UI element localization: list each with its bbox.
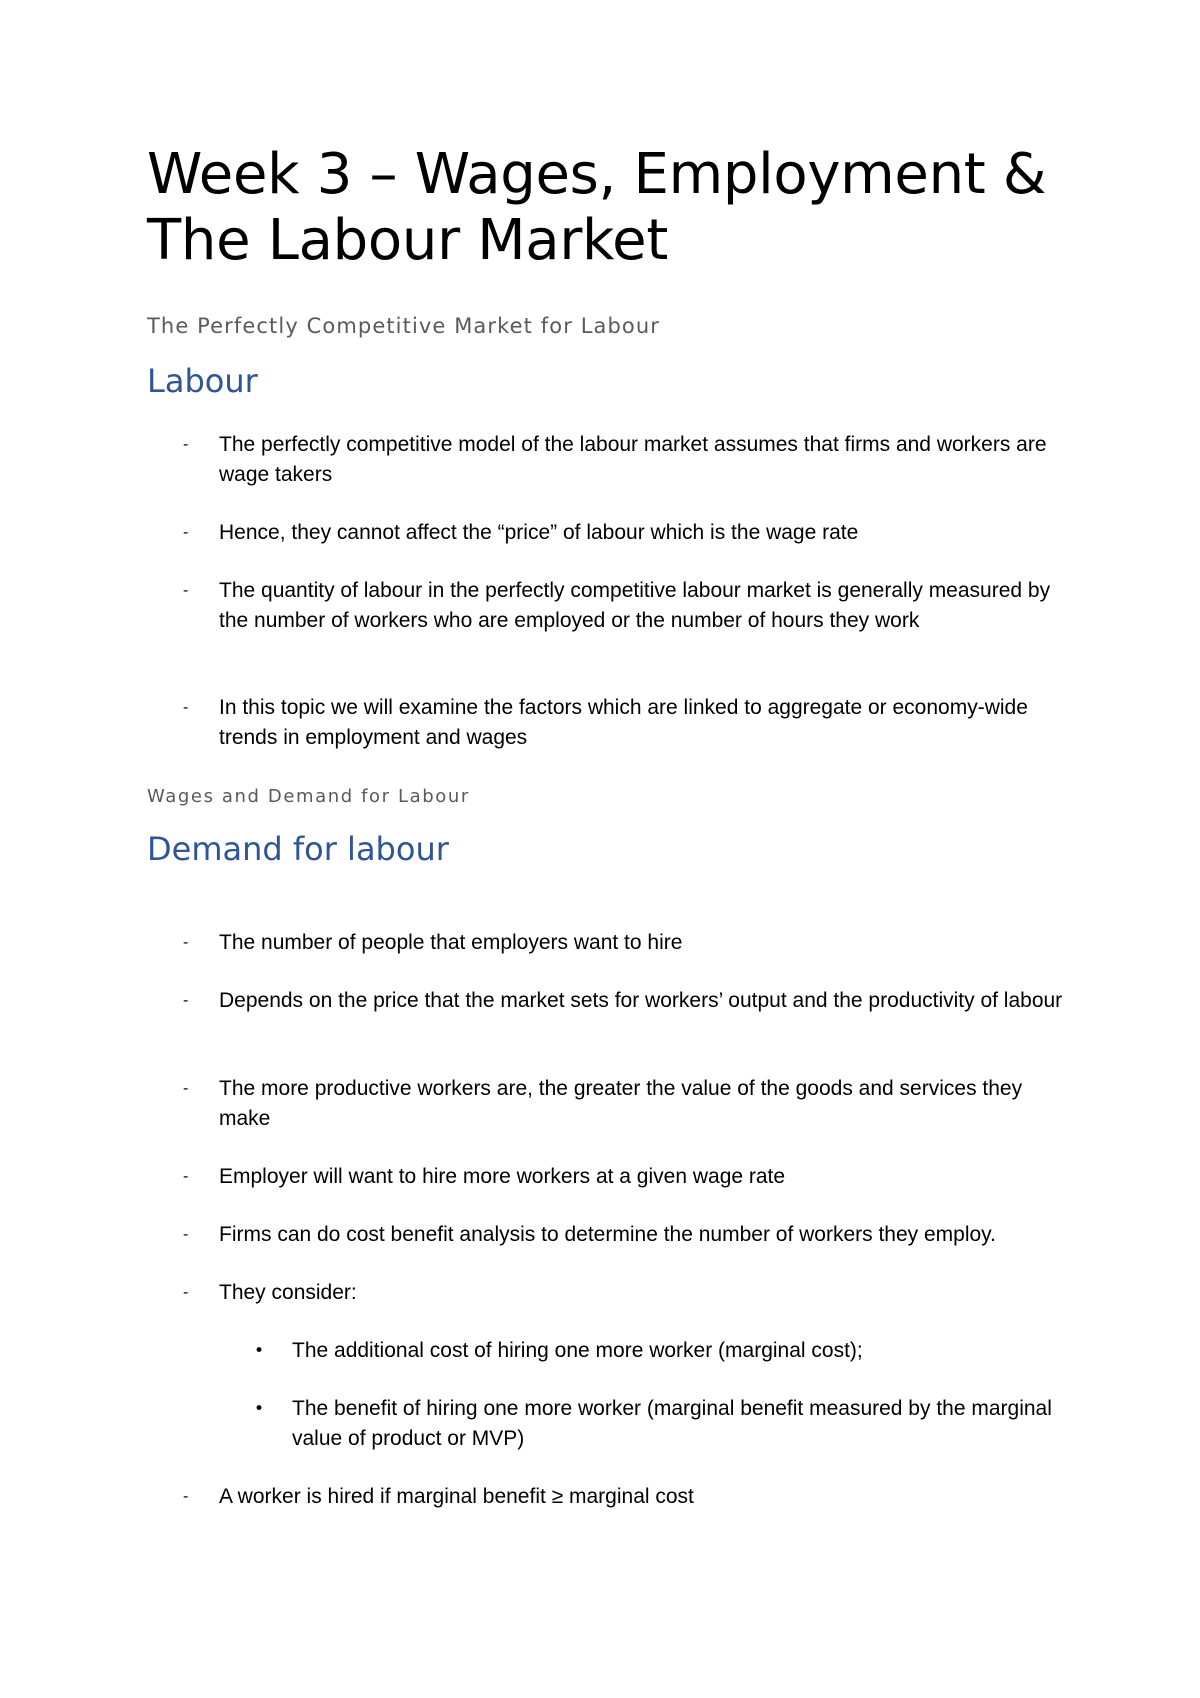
dash-marker: -	[183, 436, 189, 453]
dash-marker: -	[183, 1226, 189, 1243]
list-item-text: Firms can do cost benefit analysis to determine the number of workers they employ.	[219, 1223, 996, 1246]
list-item-text: Employer will want to hire more workers at a given wage rate	[219, 1165, 786, 1188]
list-item-text: The number of people that employers want to hire	[219, 931, 683, 954]
sub-list-item-text: The benefit of hiring one more worker (marginal benefit measured by the marginal value of product or MVP)	[292, 1397, 1052, 1450]
sub-list-item-text: The additional cost of hiring one more worker (marginal cost);	[292, 1339, 863, 1362]
list-item-text: A worker is hired if marginal benefit ≥ marginal cost	[219, 1485, 694, 1508]
subtitle-perfectly-competitive: The Perfectly Competitive Market for Labour	[147, 314, 661, 338]
list-item-text: They consider:	[219, 1281, 357, 1304]
list-item-text: Hence, they cannot affect the “price” of labour which is the wage rate	[219, 521, 859, 544]
list-item-text: The more productive workers are, the greater the value of the goods and services they make	[219, 1077, 1023, 1130]
dash-marker: -	[183, 524, 189, 541]
dash-marker: -	[183, 1168, 189, 1185]
dash-marker: -	[183, 1284, 189, 1301]
list-item-text: In this topic we will examine the factors which are linked to aggregate or economy-wide trends in employment and wages	[219, 696, 1028, 749]
list-item-text: Depends on the price that the market sets for workers’ output and the productivity of labour	[219, 989, 1063, 1012]
dash-marker: -	[183, 582, 189, 599]
document-title: Week 3 – Wages, Employment & The Labour Market	[147, 142, 1047, 273]
bullet-marker: •	[254, 1399, 265, 1419]
dash-marker: -	[183, 992, 189, 1009]
dash-marker: -	[183, 934, 189, 951]
heading-demand-for-labour: Demand for labour	[147, 830, 449, 868]
subtitle-wages-demand: Wages and Demand for Labour	[147, 786, 470, 807]
dash-marker: -	[183, 1080, 189, 1097]
dash-marker: -	[183, 1488, 189, 1505]
bullet-marker: •	[254, 1341, 265, 1361]
heading-labour: Labour	[147, 362, 258, 400]
list-item-text: The quantity of labour in the perfectly competitive labour market is generally measured by the number of workers who are employed or the number of hours they work	[219, 579, 1051, 632]
list-item-text: The perfectly competitive model of the labour market assumes that firms and workers are wage takers	[219, 433, 1047, 486]
dash-marker: -	[183, 699, 189, 716]
